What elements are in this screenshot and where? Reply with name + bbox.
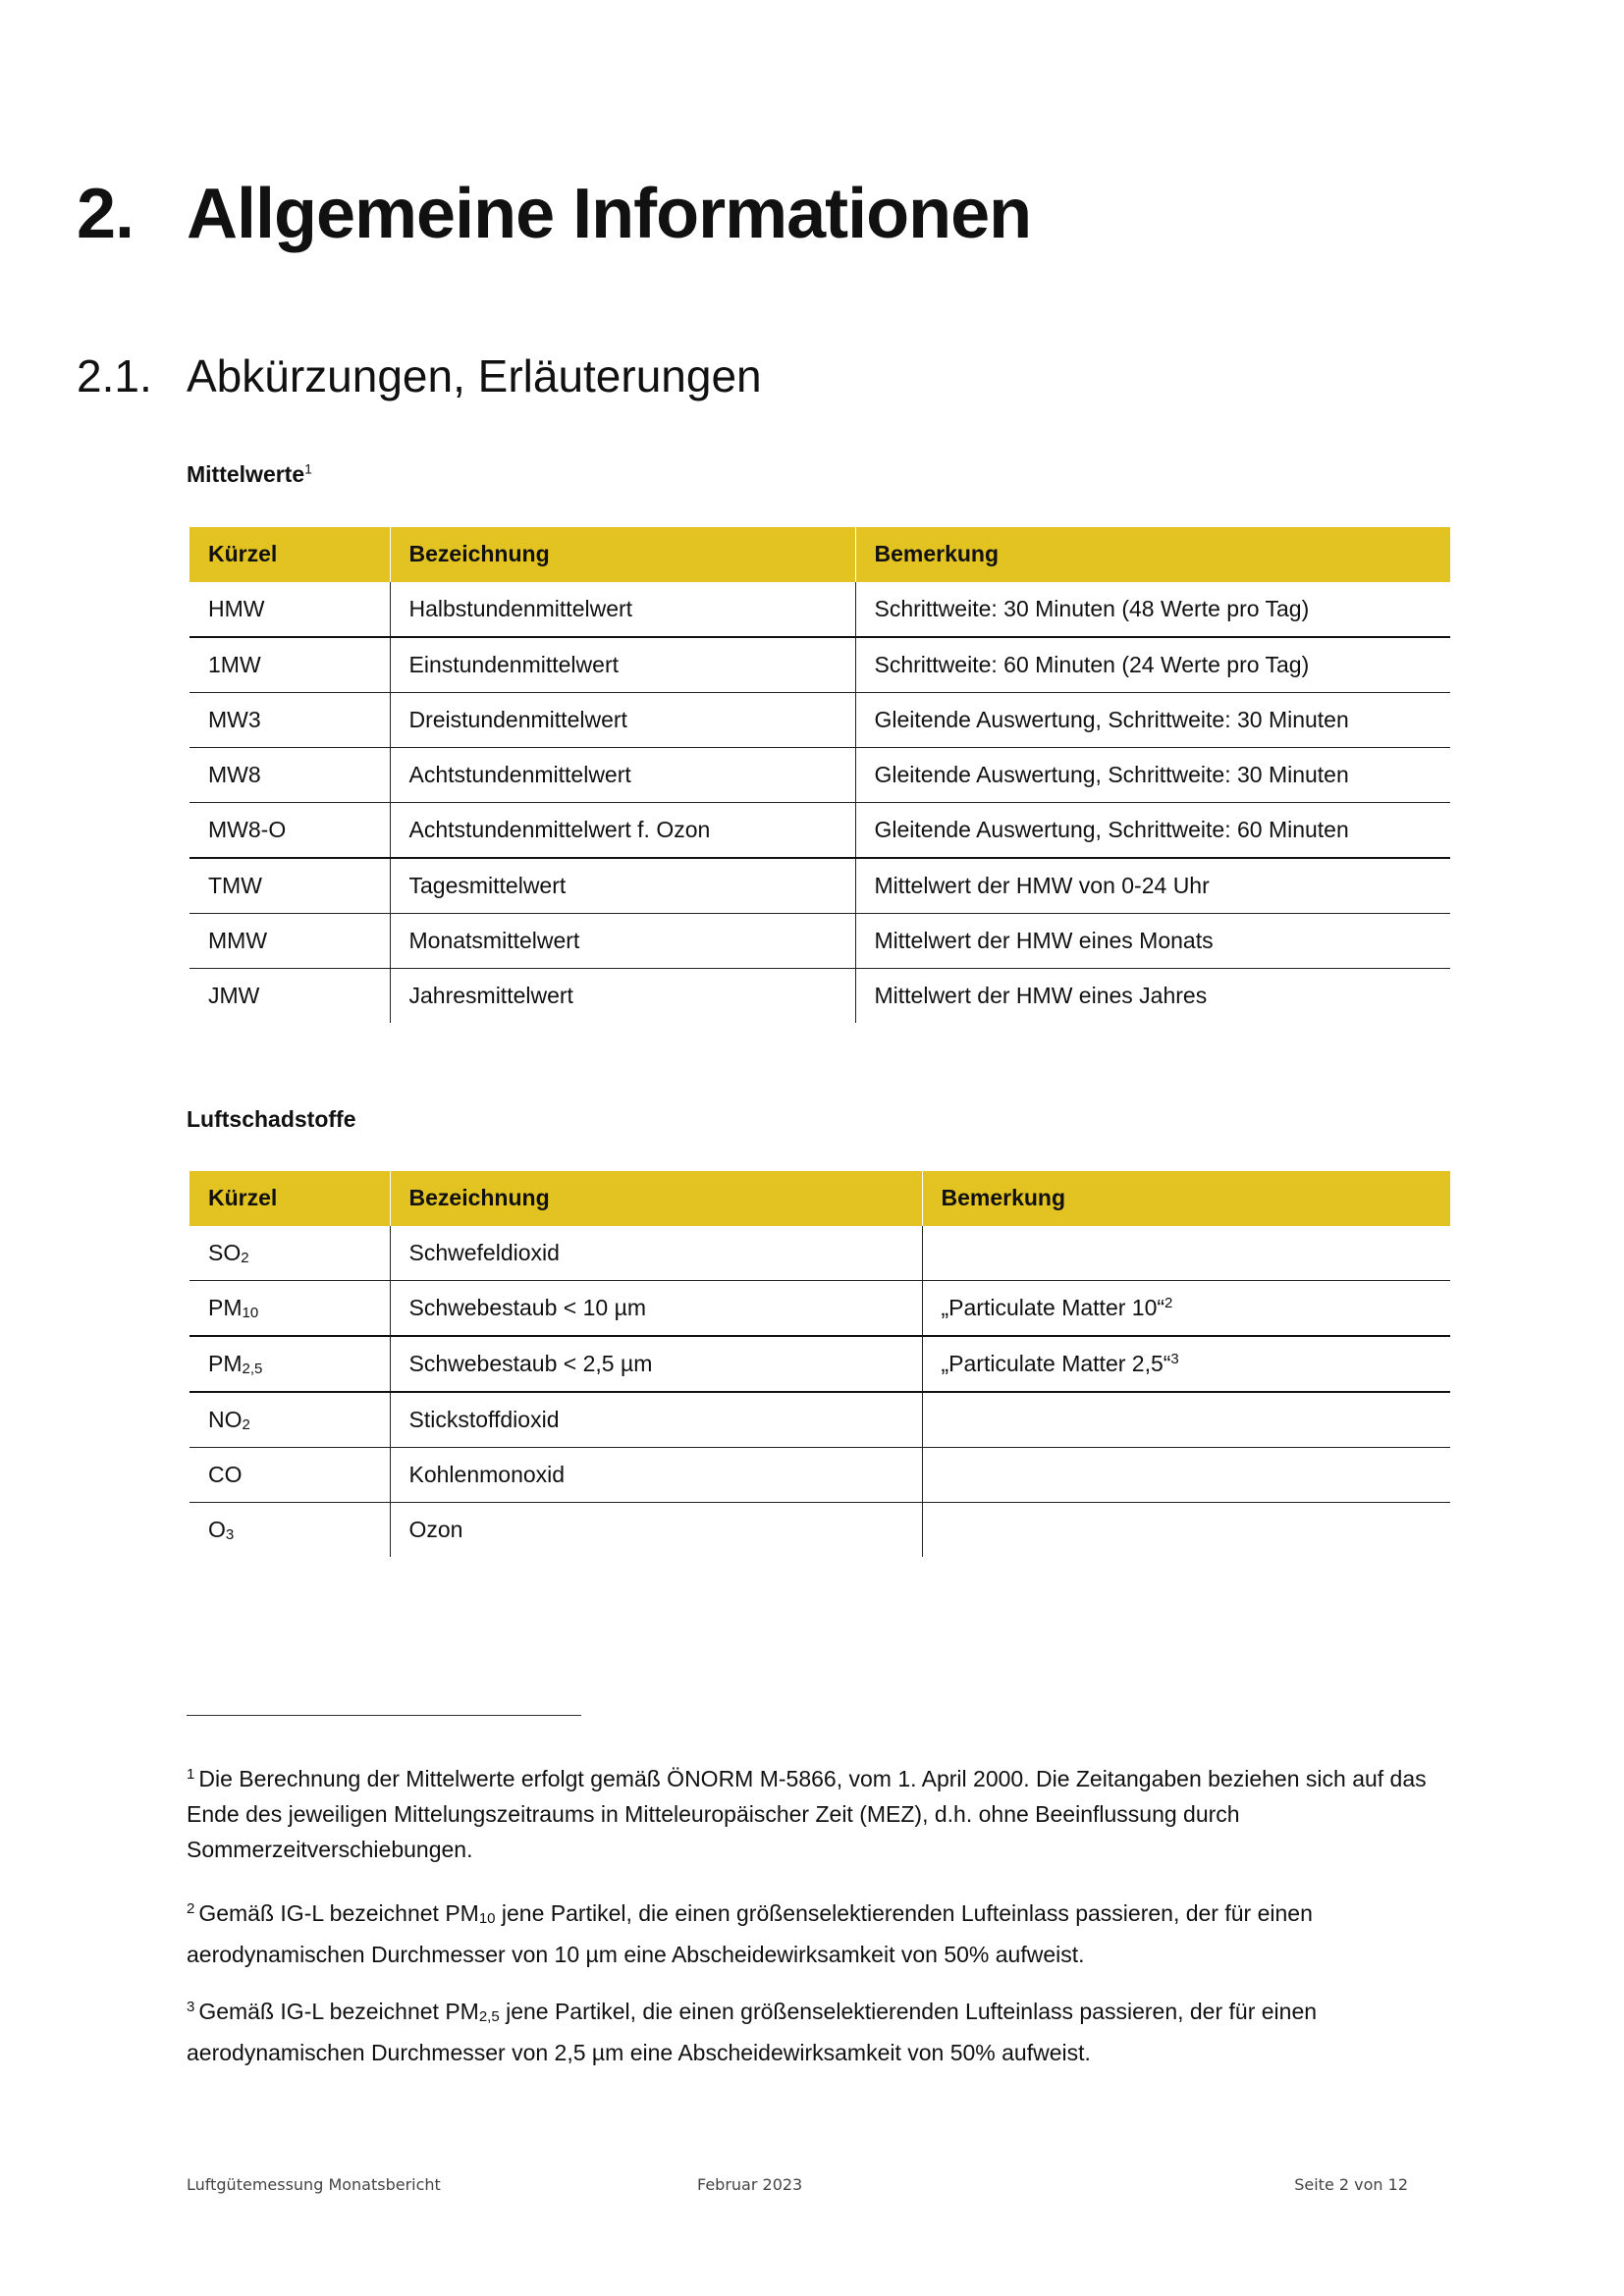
table-row (189, 582, 1450, 637)
cell-kuerzel: HMW (208, 595, 265, 621)
code-subscript: 2 (242, 1415, 250, 1433)
header-bezeichnung: Bezeichnung (390, 527, 855, 582)
footer-date: Februar 2023 (697, 2175, 803, 2194)
remark-text: „Particulate Matter 2,5“ (941, 1350, 1171, 1376)
cell-kuerzel: MW8-O (189, 803, 390, 859)
cell-bezeichnung: Dreistundenmittelwert (390, 693, 855, 748)
cell-bezeichnung: Schwebestaub < 2,5 µm (390, 1336, 922, 1392)
cell-bemerkung (922, 1281, 1450, 1337)
cell-kuerzel (189, 1336, 390, 1392)
cell-kuerzel: TMW (189, 858, 390, 914)
code-subscript: 10 (242, 1304, 259, 1321)
cell-kuerzel: MW3 (189, 693, 390, 748)
code-subscript: 2,5 (242, 1360, 263, 1377)
footnote-subscript: 10 (478, 1910, 496, 1927)
cell-kuerzel (189, 1281, 390, 1337)
heading-number: 2. (77, 175, 135, 253)
cell-bezeichnung: Monatsmittelwert (390, 914, 855, 969)
cell-bemerkung: Schrittweite: 60 Minuten (24 Werte pro Tag) (855, 637, 1450, 693)
table-header-row (189, 1171, 1450, 1226)
footnote-text-cont: jene Partikel, die einen größenselektierenden Lufteinlass passieren, der für einen aerodynamischen Durchmesser von 2,5 µm eine Abscheidewirksamkeit von 50% aufweist. (187, 1999, 1318, 2065)
cell-bemerkung (922, 1336, 1450, 1392)
footnote-mark: 3 (187, 1999, 195, 2015)
footnote-text-cont: jene Partikel, die einen größenselektierenden Lufteinlass passieren, der für einen aerodynamischen Durchmesser von 10 µm eine Abscheidewirksamkeit von 50% aufweist. (187, 1900, 1313, 1967)
footer-title: Luftgütemessung Monatsbericht (187, 2175, 441, 2194)
cell-bemerkung: Schrittweite: 30 Minuten (48 Werte pro Tag) (855, 582, 1450, 637)
footnote-2 (187, 1896, 1463, 1972)
luftschadstoffe-label: Luftschadstoffe (187, 1106, 356, 1132)
cell-bezeichnung: Tagesmittelwert (390, 858, 855, 914)
cell-bemerkung: Gleitende Auswertung, Schrittweite: 30 Minuten (855, 693, 1450, 748)
cell-bezeichnung: Stickstoffdioxid (390, 1392, 922, 1448)
cell-kuerzel (189, 1392, 390, 1448)
cell-bemerkung: Gleitende Auswertung, Schrittweite: 60 Minuten (855, 803, 1450, 859)
page-heading (77, 175, 1032, 253)
cell-bemerkung: Mittelwert der HMW von 0-24 Uhr (855, 858, 1450, 914)
cell-bezeichnung: Jahresmittelwert (390, 969, 855, 1024)
section-heading (77, 350, 762, 401)
table-row (189, 1281, 1450, 1337)
footnote-mark: 2 (187, 1900, 195, 1917)
footer-page-number: Seite 2 von 12 (1294, 2175, 1408, 2194)
code-base: NO (208, 1406, 243, 1432)
cell-bezeichnung: Ozon (390, 1503, 922, 1558)
section-number: 2.1. (77, 350, 152, 401)
table-row (189, 693, 1450, 748)
code-base: SO (208, 1239, 242, 1265)
code-subscript: 2 (241, 1249, 249, 1266)
cell-kuerzel (189, 1503, 390, 1558)
cell-kuerzel: 1MW (189, 637, 390, 693)
footnote-separator (187, 1715, 581, 1716)
table-row (189, 1448, 1450, 1503)
table-row (189, 803, 1450, 859)
footnote-ref-1[interactable]: 1 (304, 460, 312, 477)
table-row (189, 914, 1450, 969)
footnote-subscript: 2,5 (478, 2008, 500, 2025)
table-row (189, 969, 1450, 1024)
table-row (189, 1226, 1450, 1281)
table-row (189, 858, 1450, 914)
footnote-1 (187, 1761, 1463, 1867)
mittelwerte-label (187, 460, 312, 487)
remark-text: „Particulate Matter 10“ (941, 1294, 1165, 1320)
table-header-row (189, 527, 1450, 582)
table-row (189, 1336, 1450, 1392)
footnote-text: Gemäß IG-L bezeichnet PM (198, 1999, 479, 2024)
cell-kuerzel (189, 1448, 390, 1503)
cell-kuerzel: MMW (189, 914, 390, 969)
code-base: O (208, 1516, 226, 1542)
code-subscript: 3 (225, 1525, 235, 1543)
code-base: CO (208, 1461, 243, 1487)
cell-bezeichnung: Achtstundenmittelwert f. Ozon (390, 803, 855, 859)
heading-text: Allgemeine Informationen (187, 175, 1032, 253)
cell-kuerzel: JMW (189, 969, 390, 1024)
cell-bezeichnung: Einstundenmittelwert (390, 637, 855, 693)
footnote-text: Gemäß IG-L bezeichnet PM (198, 1900, 479, 1926)
footnote-mark: 1 (187, 1766, 195, 1783)
code-base: PM (208, 1350, 243, 1376)
table-row (189, 1503, 1450, 1558)
cell-bemerkung (922, 1503, 1450, 1558)
cell-bemerkung: Mittelwert der HMW eines Monats (855, 914, 1450, 969)
table-row (189, 748, 1450, 803)
cell-bezeichnung: Schwefeldioxid (390, 1226, 922, 1281)
mittelwerte-table (189, 527, 1450, 1023)
footnote-text: Die Berechnung der Mittelwerte erfolgt gemäß ÖNORM M-5866, vom 1. April 2000. Die Zeitangaben beziehen sich auf das Ende des jeweiligen Mittelungszeitraums in Mitteleuropäischer Zeit (MEZ), d.h. ohne Beeinflussung durch Sommerzeitverschiebungen. (187, 1766, 1427, 1862)
cell-bemerkung (922, 1226, 1450, 1281)
cell-bemerkung (922, 1392, 1450, 1448)
cell-kuerzel: MW8 (189, 748, 390, 803)
header-bezeichnung: Bezeichnung (390, 1171, 922, 1226)
header-kuerzel: Kürzel (189, 1171, 390, 1226)
cell-bemerkung: Mittelwert der HMW eines Jahres (855, 969, 1450, 1024)
footnote-ref-2[interactable]: 2 (1164, 1294, 1173, 1311)
cell-bemerkung: Gleitende Auswertung, Schrittweite: 30 Minuten (855, 748, 1450, 803)
section-title: Abkürzungen, Erläuterungen (187, 350, 762, 401)
footnote-3 (187, 1994, 1463, 2070)
cell-bezeichnung: Halbstundenmittelwert (390, 582, 855, 637)
cell-bezeichnung: Kohlenmonoxid (390, 1448, 922, 1503)
luftschadstoffe-table (189, 1171, 1450, 1557)
footnote-ref-3[interactable]: 3 (1170, 1350, 1179, 1367)
code-base: PM (208, 1294, 243, 1320)
cell-kuerzel (189, 1226, 390, 1281)
table-row (189, 1392, 1450, 1448)
cell-bezeichnung: Achtstundenmittelwert (390, 748, 855, 803)
header-bemerkung: Bemerkung (855, 527, 1450, 582)
table-row (189, 637, 1450, 693)
header-bemerkung: Bemerkung (922, 1171, 1450, 1226)
mittelwerte-label-text: Mittelwerte (187, 461, 305, 487)
cell-bezeichnung: Schwebestaub < 10 µm (390, 1281, 922, 1337)
cell-bemerkung (922, 1448, 1450, 1503)
header-kuerzel: Kürzel (189, 527, 390, 582)
